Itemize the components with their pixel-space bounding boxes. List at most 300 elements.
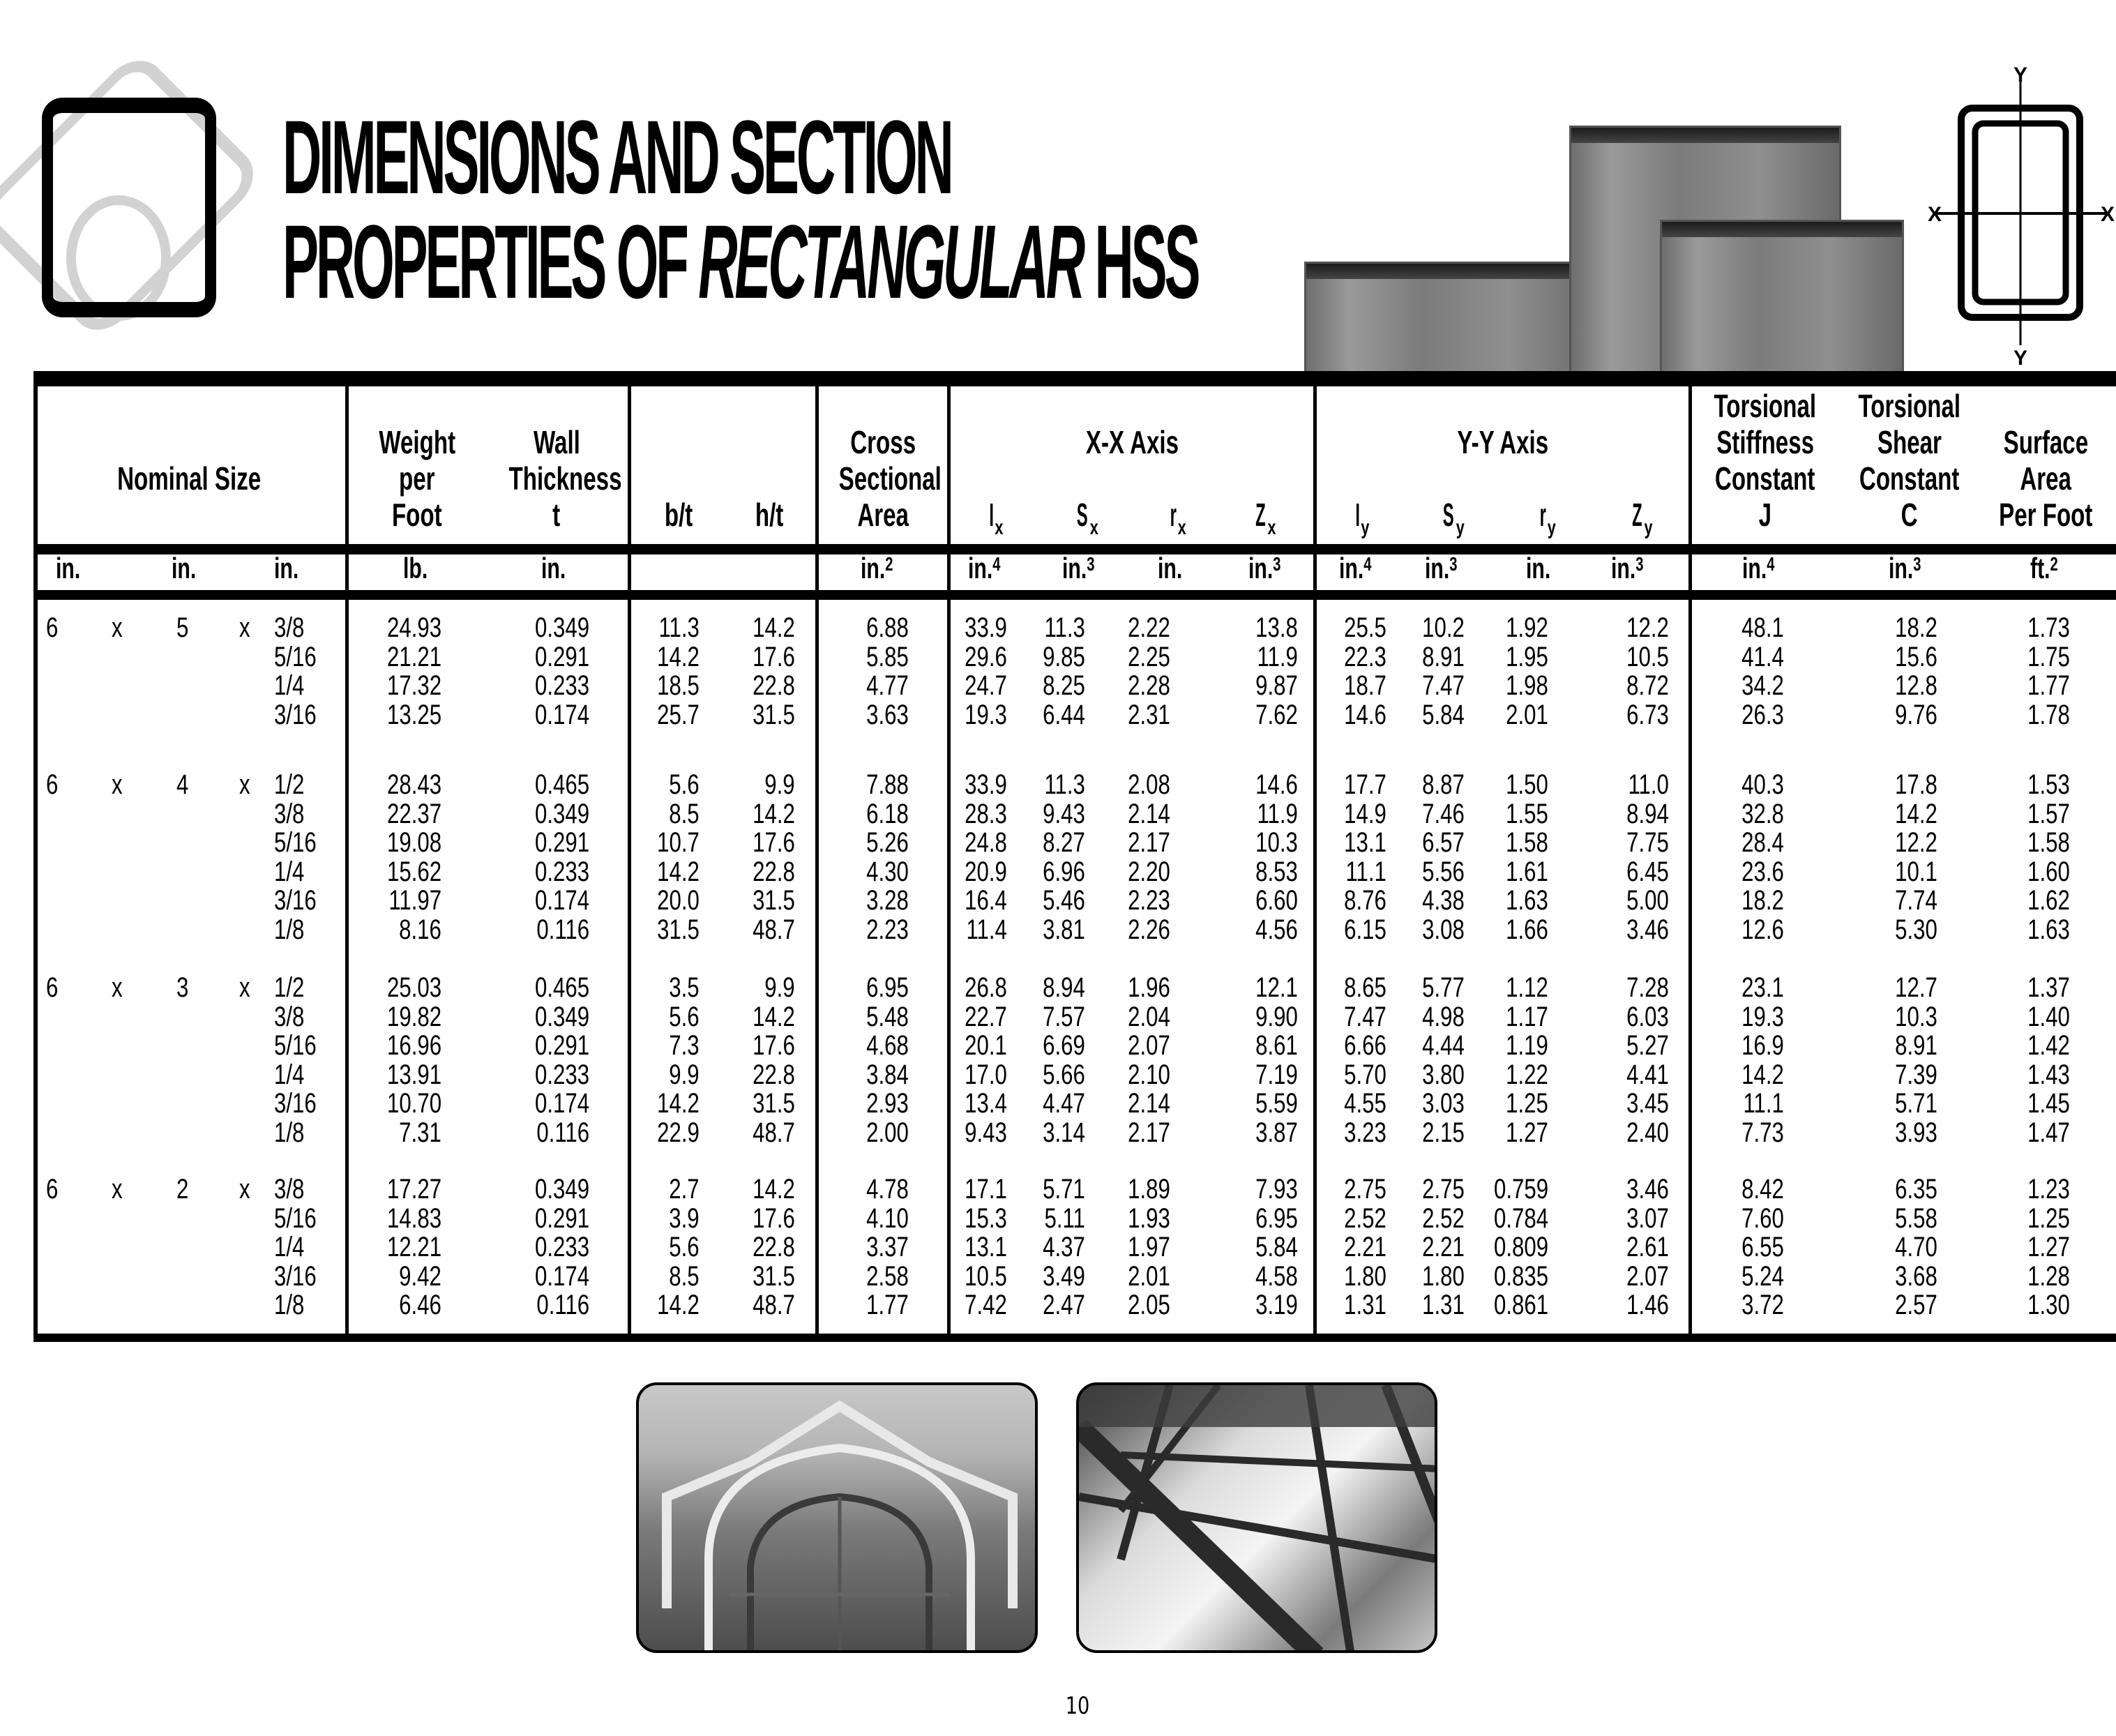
table-cell: 8.94: [1626, 798, 1669, 829]
table-cell: 25.03: [386, 972, 441, 1003]
table-cell: 8.91: [1422, 641, 1465, 672]
table-cell: 18.2: [1895, 612, 1937, 643]
col-divider: [947, 371, 951, 1342]
table-cell: 5.71: [1043, 1174, 1085, 1205]
table-cell: 14.2: [753, 612, 795, 643]
table-cell: 3/16: [274, 885, 317, 916]
table-cell: 0.116: [536, 1290, 589, 1320]
table-cell: 26.3: [1741, 699, 1784, 730]
table-cell: 1.42: [2027, 1030, 2070, 1061]
table-cell: 3.08: [1422, 914, 1465, 945]
table-left-border: [33, 371, 38, 1342]
table-cell: 2.17: [1128, 1117, 1170, 1148]
table-cell: 1.25: [1506, 1088, 1548, 1119]
table-cell: 4.77: [866, 670, 909, 701]
table-cell: 0.291: [534, 641, 589, 672]
table-cell: 2.01: [1128, 1260, 1170, 1292]
nominal-dimension: 5: [176, 612, 189, 643]
table-cell: 5.85: [866, 641, 909, 672]
table-cell: 8.76: [1344, 885, 1386, 916]
unit-ix: in.$^4$: [968, 552, 1001, 584]
table-cell: 11.97: [388, 885, 441, 916]
table-cell: 17.6: [753, 1202, 795, 1234]
unit-nominal-2: in.: [172, 552, 197, 584]
table-cell: 1.78: [2027, 699, 2070, 730]
table-cell: 2.25: [1128, 641, 1170, 672]
table-cell: 9.43: [1043, 798, 1085, 829]
table-cell: 6.03: [1626, 1001, 1669, 1032]
table-cell: 20.9: [965, 856, 1007, 887]
table-cell: 48.1: [1741, 612, 1784, 643]
table-cell: 2.15: [1422, 1117, 1465, 1148]
table-cell: 2.23: [866, 914, 909, 945]
table-cell: 9.76: [1895, 699, 1937, 730]
table-cell: 6.95: [1255, 1202, 1298, 1234]
table-cell: 28.43: [386, 769, 441, 800]
table-cell: 6.15: [1344, 914, 1386, 945]
table-cell: 2.21: [1344, 1232, 1386, 1262]
unit-wall: in.: [541, 552, 566, 584]
header-torsional-stiffness-j: Torsional Stiffness Constant J: [1714, 388, 1817, 533]
table-cell: 2.07: [1128, 1030, 1170, 1061]
table-cell: 12.1: [1255, 972, 1298, 1003]
tube-front: [1660, 220, 1904, 380]
table-cell: 22.8: [753, 670, 795, 701]
table-cell: 4.44: [1422, 1030, 1465, 1061]
header-sy: S $_y$: [1443, 497, 1465, 539]
table-cell: 0.861: [1493, 1290, 1548, 1320]
table-cell: 3/8: [274, 1174, 305, 1205]
table-cell: 5.46: [1043, 885, 1085, 916]
table-cell: 4.55: [1344, 1088, 1386, 1119]
table-cell: 1.92: [1506, 612, 1548, 643]
table-cell: 3.72: [1741, 1290, 1784, 1320]
table-cell: 14.83: [386, 1202, 441, 1234]
table-cell: 22.7: [965, 1001, 1007, 1032]
table-cell: 6.18: [866, 798, 909, 829]
table-cell: 32.8: [1741, 798, 1784, 829]
header-wall-thickness: Wall Thickness t: [508, 424, 622, 533]
table-cell: 0.349: [534, 1001, 589, 1032]
table-cell: 0.116: [536, 914, 589, 945]
times-symbol: x: [112, 769, 123, 800]
table-cell: 22.37: [386, 798, 441, 829]
table-cell: 17.6: [753, 641, 795, 672]
table-cell: 2.57: [1895, 1290, 1937, 1320]
title-prefix: PROPERTIES OF: [282, 203, 699, 320]
table-cell: 9.42: [399, 1260, 441, 1292]
table-cell: 13.4: [965, 1088, 1007, 1119]
table-cell: 20.0: [657, 885, 700, 916]
table-cell: 11.3: [1044, 612, 1085, 643]
table-cell: 2.26: [1128, 914, 1170, 945]
table-cell: 5/16: [274, 1202, 317, 1234]
table-cell: 3.23: [1344, 1117, 1386, 1148]
table-cell: 2.05: [1128, 1290, 1170, 1320]
table-cell: 1.40: [2027, 1001, 2070, 1032]
table-cell: 24.93: [386, 612, 441, 643]
table-cell: 18.7: [1344, 670, 1386, 701]
table-cell: 14.6: [1344, 699, 1386, 730]
table-cell: 1/4: [274, 1059, 305, 1090]
table-cell: 11.0: [1628, 769, 1669, 800]
table-cell: 6.44: [1043, 699, 1085, 730]
table-cell: 17.1: [965, 1174, 1007, 1205]
table-cell: 2.47: [1043, 1290, 1085, 1320]
title-suffix: HSS: [1082, 203, 1198, 320]
table-cell: 16.96: [386, 1030, 441, 1061]
table-cell: 5.77: [1422, 972, 1465, 1003]
table-cell: 6.88: [866, 612, 909, 643]
table-cell: 3.93: [1895, 1117, 1937, 1148]
table-cell: 1.27: [1506, 1117, 1548, 1148]
table-cell: 5.24: [1741, 1260, 1784, 1292]
table-cell: 48.7: [753, 914, 795, 945]
table-cell: 7.39: [1895, 1059, 1937, 1090]
table-cell: 10.1: [1895, 856, 1937, 887]
unit-sy: in.$^3$: [1425, 552, 1458, 584]
table-cell: 7.31: [399, 1117, 441, 1148]
table-cell: 3/16: [274, 699, 317, 730]
table-cell: 14.2: [753, 1001, 795, 1032]
times-symbol: x: [239, 972, 250, 1003]
table-cell: 1.31: [1344, 1290, 1386, 1320]
page-number: 10: [1065, 1692, 1090, 1720]
table-cell: 17.8: [1895, 769, 1937, 800]
nominal-dimension: 6: [46, 972, 59, 1003]
table-cell: 0.174: [534, 885, 589, 916]
table-cell: 0.759: [1493, 1174, 1548, 1205]
table-cell: 8.25: [1043, 670, 1085, 701]
table-cell: 7.57: [1043, 1001, 1085, 1032]
table-cell: 14.9: [1344, 798, 1386, 829]
table-cell: 0.233: [534, 856, 589, 887]
table-cell: 0.291: [534, 1202, 589, 1234]
table-cell: 1.28: [2027, 1260, 2070, 1292]
table-cell: 13.1: [1344, 827, 1386, 858]
header-weight-per-foot: Weight per Foot: [379, 424, 455, 533]
table-cell: 16.4: [965, 885, 1007, 916]
table-cell: 0.233: [534, 670, 589, 701]
table-cell: 9.87: [1255, 670, 1298, 701]
table-cell: 3.46: [1626, 1174, 1669, 1205]
table-cell: 18.2: [1741, 885, 1784, 916]
table-cell: 19.3: [965, 699, 1007, 730]
header-h-over-t: h/t: [755, 497, 784, 533]
times-symbol: x: [112, 612, 123, 643]
table-cell: 5.84: [1255, 1232, 1298, 1262]
table-cell: 14.6: [1255, 769, 1298, 800]
table-cell: 13.91: [386, 1059, 441, 1090]
table-cell: 8.5: [669, 798, 700, 829]
rectangle-section-icon: [1925, 66, 2116, 366]
table-cell: 8.42: [1741, 1174, 1784, 1205]
table-cell: 1/4: [274, 1232, 305, 1262]
table-cell: 11.3: [1044, 769, 1085, 800]
table-cell: 3.49: [1043, 1260, 1085, 1292]
svg-text:Y: Y: [2013, 347, 2028, 366]
table-cell: 12.21: [386, 1232, 441, 1262]
table-cell: 2.14: [1128, 798, 1170, 829]
table-cell: 12.8: [1895, 670, 1937, 701]
table-cell: 0.233: [534, 1059, 589, 1090]
table-cell: 12.2: [1895, 827, 1937, 858]
table-cell: 2.52: [1344, 1202, 1386, 1234]
table-cell: 2.58: [866, 1260, 909, 1292]
table-cell: 12.7: [1895, 972, 1937, 1003]
unit-ry: in.: [1526, 552, 1551, 584]
table-cell: 1.27: [2027, 1232, 2070, 1262]
table-cell: 34.2: [1741, 670, 1784, 701]
table-cell: 22.9: [657, 1117, 700, 1148]
table-cell: 2.75: [1422, 1174, 1465, 1205]
table-cell: 10.3: [1255, 827, 1298, 858]
table-cell: 1/4: [274, 856, 305, 887]
table-cell: 19.08: [386, 827, 441, 858]
table-cell: 8.16: [399, 914, 441, 945]
section-properties-table: [33, 371, 2116, 1343]
header-cross-sectional-area: Cross Sectional Area: [838, 424, 942, 533]
table-cell: 17.27: [386, 1174, 441, 1205]
table-cell: 4.10: [866, 1202, 909, 1234]
table-cell: 5/16: [274, 827, 317, 858]
table-cell: 1.57: [2027, 798, 2070, 829]
table-cell: 3.87: [1255, 1117, 1298, 1148]
table-cell: 12.6: [1741, 914, 1784, 945]
table-cell: 23.6: [1741, 856, 1784, 887]
table-cell: 3.81: [1043, 914, 1085, 945]
table-cell: 28.4: [1741, 827, 1784, 858]
table-cell: 1.96: [1128, 972, 1170, 1003]
table-cell: 1.97: [1128, 1232, 1170, 1262]
table-cell: 3.9: [669, 1202, 700, 1234]
table-cell: 1/2: [274, 769, 305, 800]
table-cell: 0.349: [534, 612, 589, 643]
table-cell: 1.12: [1506, 972, 1548, 1003]
table-cell: 5.84: [1422, 699, 1465, 730]
unit-rx: in.: [1158, 552, 1183, 584]
table-cell: 7.47: [1422, 670, 1465, 701]
table-cell: 0.465: [534, 769, 589, 800]
table-cell: 1.37: [2027, 972, 2070, 1003]
table-cell: 12.2: [1626, 612, 1669, 643]
unit-zy: in.$^3$: [1611, 552, 1644, 584]
table-cell: 4.37: [1043, 1232, 1085, 1262]
table-cell: 1.61: [1506, 856, 1548, 887]
table-cell: 2.10: [1128, 1059, 1170, 1090]
table-cell: 17.6: [753, 827, 795, 858]
nominal-dimension: 6: [46, 612, 59, 643]
section-axis-diagram: [1925, 66, 2116, 366]
table-cell: 2.22: [1128, 612, 1170, 643]
table-cell: 0.349: [534, 798, 589, 829]
table-cell: 3.45: [1626, 1088, 1669, 1119]
table-cell: 14.2: [657, 1290, 700, 1320]
table-cell: 4.41: [1626, 1059, 1669, 1090]
table-cell: 1.43: [2027, 1059, 2070, 1090]
nominal-dimension: 3: [176, 972, 189, 1003]
table-cell: 19.82: [386, 1001, 441, 1032]
unit-j: in.$^4$: [1742, 552, 1775, 584]
nominal-dimension: 6: [46, 1174, 59, 1205]
table-cell: 0.174: [534, 1088, 589, 1119]
col-divider: [1313, 371, 1317, 1342]
table-cell: 3.14: [1043, 1117, 1085, 1148]
table-cell: 24.8: [965, 827, 1007, 858]
title-italic-word: RECTANGULAR: [698, 203, 1082, 320]
table-cell: 7.42: [965, 1290, 1007, 1320]
unit-c: in.$^3$: [1889, 552, 1921, 584]
table-cell: 14.2: [1741, 1059, 1784, 1090]
table-cell: 8.53: [1255, 856, 1298, 887]
table-cell: 6.55: [1741, 1232, 1784, 1262]
table-cell: 6.46: [399, 1290, 441, 1320]
header-b-over-t: b/t: [664, 497, 693, 533]
table-cell: 3/8: [274, 612, 305, 643]
table-cell: 6.45: [1626, 856, 1669, 887]
table-cell: 4.98: [1422, 1001, 1465, 1032]
arch-photo-illustration: [639, 1385, 1038, 1653]
times-symbol: x: [112, 1174, 123, 1205]
table-cell: 5.6: [669, 769, 700, 800]
table-cell: 4.68: [866, 1030, 909, 1061]
table-cell: 6.60: [1255, 885, 1298, 916]
table-cell: 11.9: [1257, 641, 1298, 672]
table-cell: 2.01: [1506, 699, 1548, 730]
nominal-dimension: 6: [46, 769, 59, 800]
table-cell: 5.71: [1895, 1088, 1937, 1119]
table-cell: 1.80: [1422, 1260, 1465, 1292]
table-cell: 1.22: [1506, 1059, 1548, 1090]
table-cell: 2.7: [669, 1174, 700, 1205]
table-cell: 0.116: [536, 1117, 589, 1148]
table-cell: 0.465: [534, 972, 589, 1003]
table-cell: 20.1: [965, 1030, 1007, 1061]
table-cell: 17.32: [386, 670, 441, 701]
header-nominal-size: Nominal Size: [117, 460, 262, 497]
header-yy-axis: Y-Y Axis: [1457, 424, 1548, 460]
table-cell: 3.19: [1255, 1290, 1298, 1320]
table-cell: 1.73: [2027, 612, 2070, 643]
table-cell: 3.68: [1895, 1260, 1937, 1292]
table-cell: 2.14: [1128, 1088, 1170, 1119]
table-cell: 6.95: [866, 972, 909, 1003]
table-cell: 13.1: [965, 1232, 1007, 1262]
table-cell: 2.23: [1128, 885, 1170, 916]
table-cell: 2.00: [866, 1117, 909, 1148]
times-symbol: x: [112, 972, 123, 1003]
table-cell: 10.70: [386, 1088, 441, 1119]
table-cell: 18.5: [657, 670, 700, 701]
header-xx-axis: X-X Axis: [1085, 424, 1179, 460]
table-cell: 5/16: [274, 641, 317, 672]
table-cell: 11.1: [1743, 1088, 1784, 1119]
unit-area: in.$^2$: [861, 552, 893, 584]
table-cell: 3.63: [866, 699, 909, 730]
table-cell: 17.0: [965, 1059, 1007, 1090]
table-cell: 0.233: [534, 1232, 589, 1262]
table-cell: 0.809: [1493, 1232, 1548, 1262]
table-cell: 5.70: [1344, 1059, 1386, 1090]
header-ix: $I_x$: [989, 497, 1004, 539]
table-cell: 3.5: [669, 972, 700, 1003]
table-cell: 6.57: [1422, 827, 1465, 858]
table-cell: 23.1: [1741, 972, 1784, 1003]
table-cell: 31.5: [753, 885, 795, 916]
unit-weight: lb.: [403, 552, 428, 584]
table-cell: 17.6: [753, 1030, 795, 1061]
table-cell: 1.25: [2027, 1202, 2070, 1234]
table-cell: 48.7: [753, 1117, 795, 1148]
table-cell: 3.84: [866, 1059, 909, 1090]
table-cell: 3.28: [866, 885, 909, 916]
table-cell: 7.62: [1255, 699, 1298, 730]
steel-truss-photo: [1076, 1382, 1437, 1653]
table-cell: 24.7: [965, 670, 1007, 701]
table-cell: 7.3: [669, 1030, 700, 1061]
table-cell: 7.74: [1895, 885, 1937, 916]
times-symbol: x: [239, 612, 250, 643]
table-cell: 1/4: [274, 670, 305, 701]
table-cell: 1/8: [274, 914, 305, 945]
truss-photo-illustration: [1079, 1385, 1437, 1653]
table-cell: 5.48: [866, 1001, 909, 1032]
table-cell: 17.7: [1344, 769, 1386, 800]
table-cell: 11.4: [966, 914, 1007, 945]
svg-text:X: X: [2100, 203, 2115, 226]
table-cell: 7.75: [1626, 827, 1669, 858]
table-cell: 1/2: [274, 972, 305, 1003]
table-cell: 3.80: [1422, 1059, 1465, 1090]
table-cell: 2.75: [1344, 1174, 1386, 1205]
table-cell: 7.88: [866, 769, 909, 800]
table-cell: 1.63: [2027, 914, 2070, 945]
table-cell: 22.8: [753, 1232, 795, 1262]
table-cell: 1.23: [2027, 1174, 2070, 1205]
header-surface-area: Surface Area Per Foot: [1998, 424, 2093, 533]
table-cell: 3/8: [274, 798, 305, 829]
table-cell: 0.291: [534, 827, 589, 858]
unit-nominal-3: in.: [274, 552, 299, 584]
table-cell: 7.73: [1741, 1117, 1784, 1148]
table-cell: 25.7: [657, 699, 700, 730]
table-cell: 1.30: [2027, 1290, 2070, 1320]
table-cell: 1.77: [2027, 670, 2070, 701]
times-symbol: x: [239, 1174, 250, 1205]
table-cell: 0.174: [534, 699, 589, 730]
table-cell: 7.93: [1255, 1174, 1298, 1205]
table-cell: 0.174: [534, 1260, 589, 1292]
table-cell: 4.70: [1895, 1232, 1937, 1262]
table-cell: 5.30: [1895, 914, 1937, 945]
table-cell: 5/16: [274, 1030, 317, 1061]
table-cell: 22.3: [1344, 641, 1386, 672]
table-cell: 5.56: [1422, 856, 1465, 887]
header-ry: $r_y$: [1539, 497, 1556, 539]
table-cell: 9.90: [1255, 1001, 1298, 1032]
table-cell: 1.77: [866, 1290, 909, 1320]
table-cell: 41.4: [1741, 641, 1784, 672]
table-cell: 6.66: [1344, 1030, 1386, 1061]
unit-nominal-1: in.: [56, 552, 81, 584]
table-cell: 1.46: [1626, 1290, 1669, 1320]
table-cell: 5.11: [1044, 1202, 1085, 1234]
table-cell: 3/16: [274, 1088, 317, 1119]
table-cell: 5.58: [1895, 1202, 1937, 1234]
table-cell: 2.28: [1128, 670, 1170, 701]
table-cell: 10.7: [657, 827, 700, 858]
logo-square-tube-shape: [42, 98, 216, 317]
